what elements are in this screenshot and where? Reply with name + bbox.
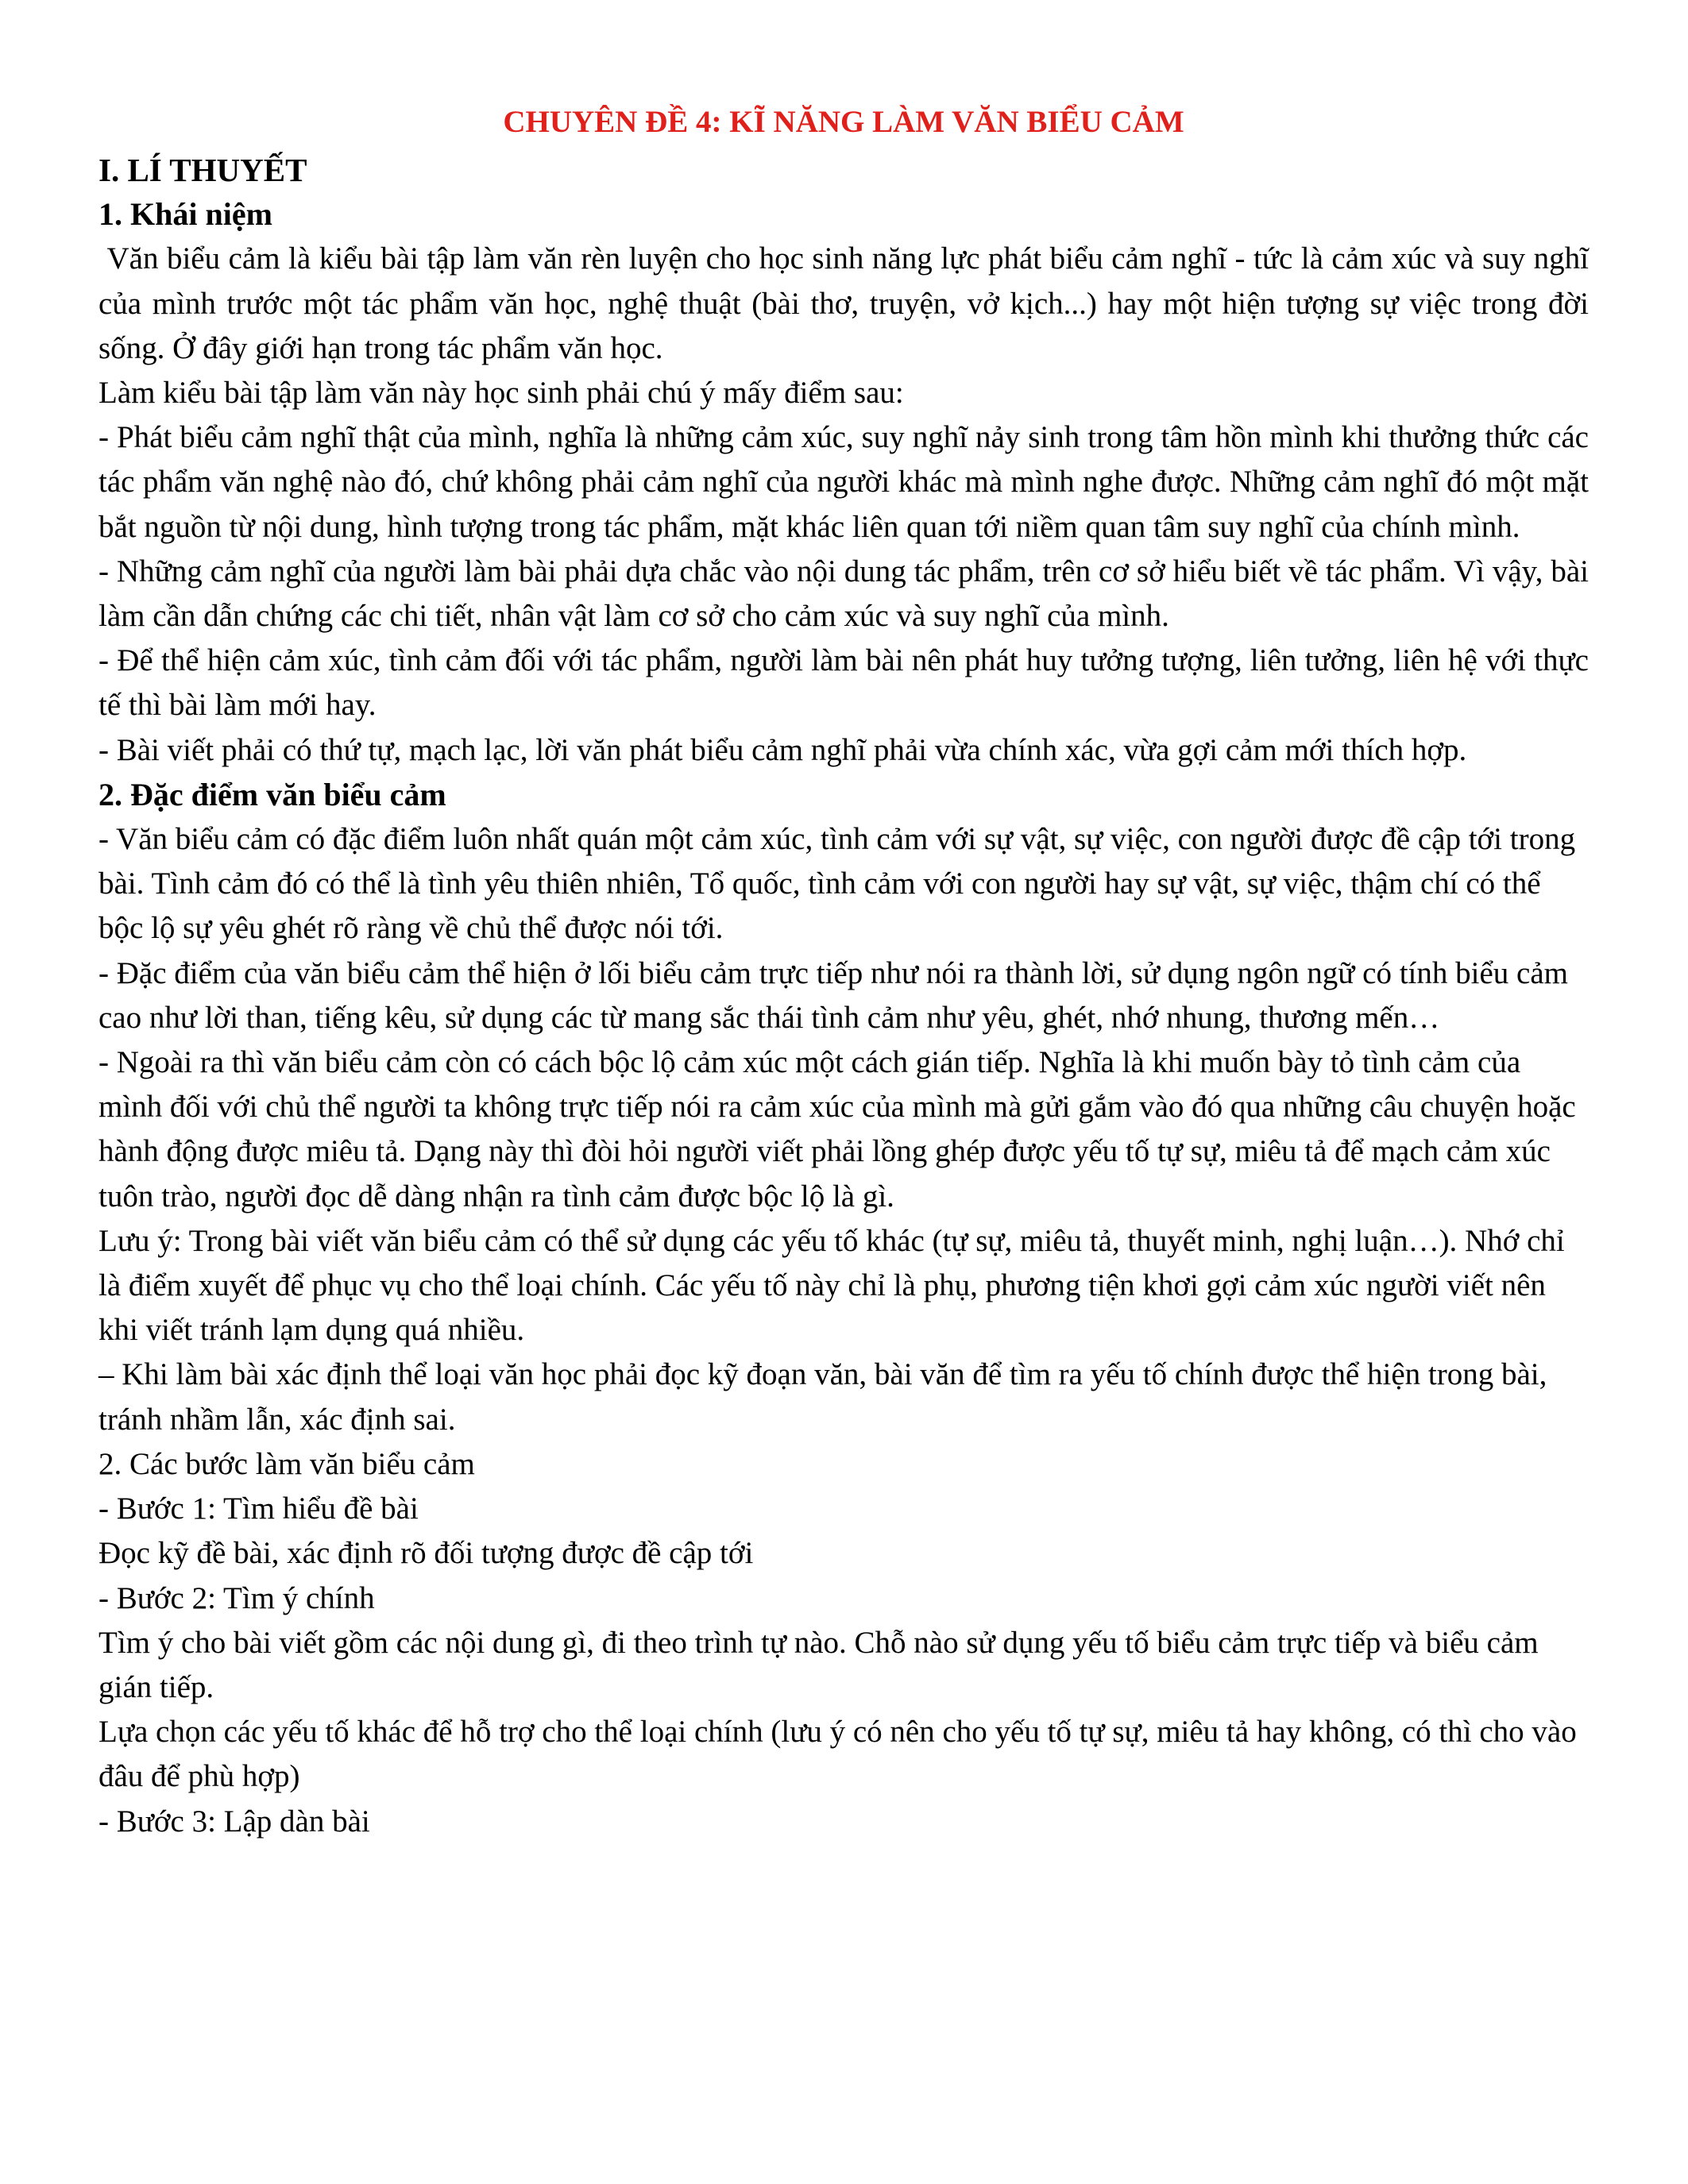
step-1: - Bước 1: Tìm hiểu đề bài (98, 1491, 419, 1526)
step-2: - Bước 2: Tìm ý chính (98, 1580, 375, 1615)
paragraph: - Để thể hiện cảm xúc, tình cảm đối với tác phẩm, người làm bài nên phát huy tưởng tượng, liên tưởng, liên hệ với thực tế thì bài làm mới hay. (98, 643, 1589, 723)
page-title: CHUYÊN ĐỀ 4: KĨ NĂNG LÀM VĂN BIỂU CẢM (503, 105, 1184, 139)
step-3: - Bước 3: Lập dàn bài (98, 1804, 370, 1839)
paragraph: Làm kiểu bài tập làm văn này học sinh phải chú ý mấy điểm sau: (98, 376, 904, 411)
paragraph: - Phát biểu cảm nghĩ thật của mình, nghĩa là những cảm xúc, suy nghĩ nảy sinh trong tâm hồn mình khi thưởng thức các tác phẩm văn nghệ nào đó, chứ không phải cảm nghĩ của người khác mà mình nghe được. Những cảm nghĩ đó một mặt bắt nguồn từ nội dung, hình tượng trong tác phẩm, mặt khác liên quan tới niềm quan tâm suy nghĩ của chính mình. (98, 420, 1589, 544)
paragraph: - Đặc điểm của văn biểu cảm thể hiện ở lối biểu cảm trực tiếp như nói ra thành lời, sử dụng ngôn ngữ có tính biểu cảm cao như lời than, tiếng kêu, sử dụng các từ mang sắc thái tình cảm như yêu, ghét, nhớ nhung, thương mến… (98, 955, 1568, 1035)
section-heading-theory: I. LÍ THUYẾT (98, 152, 307, 188)
subheading-characteristics: 2. Đặc điểm văn biểu cảm (98, 776, 446, 812)
paragraph: - Những cảm nghĩ của người làm bài phải dựa chắc vào nội dung tác phẩm, trên cơ sở hiểu biết về tác phẩm. Vì vậy, bài làm cần dẫn chứng các chi tiết, nhân vật làm cơ sở cho cảm xúc và suy nghĩ của mình. (98, 554, 1589, 634)
paragraph: - Văn biểu cảm có đặc điểm luôn nhất quán một cảm xúc, tình cảm với sự vật, sự việc, con người được đề cập tới trong bài. Tình cảm đó có thể là tình yêu thiên nhiên, Tổ quốc, tình cảm với con người hay sự vật, sự việc, thậm chí có thể bộc lộ sự yêu ghét rõ ràng về chủ thể được nói tới. (98, 822, 1576, 946)
paragraph: - Bài viết phải có thứ tự, mạch lạc, lời văn phát biểu cảm nghĩ phải vừa chính xác, vừa gợi cảm mới thích hợp. (98, 732, 1467, 767)
paragraph: - Ngoài ra thì văn biểu cảm còn có cách bộc lộ cảm xúc một cách gián tiếp. Nghĩa là khi muốn bày tỏ tình cảm của mình đối với chủ thể người ta không trực tiếp nói ra cảm xúc của mình mà gửi gắm vào đó qua những câu chuyện hoặc hành động được miêu tả. Dạng này thì đòi hỏi người viết phải lồng ghép được yếu tố tự sự, miêu tả để mạch cảm xúc tuôn trào, người đọc dễ dàng nhận ra tình cảm được bộc lộ là gì. (98, 1045, 1576, 1214)
subheading-steps: 2. Các bước làm văn biểu cảm (98, 1446, 475, 1481)
subheading-concept: 1. Khái niệm (98, 196, 272, 233)
paragraph: – Khi làm bài xác định thể loại văn học phải đọc kỹ đoạn văn, bài văn để tìm ra yếu tố chính được thể hiện trong bài, tránh nhầm lẫn, xác định sai. (98, 1357, 1547, 1437)
paragraph: Lựa chọn các yếu tố khác để hỗ trợ cho thể loại chính (lưu ý có nên cho yếu tố tự sự, miêu tả hay không, có thì cho vào đâu để phù hợp) (98, 1715, 1577, 1794)
paragraph: Văn biểu cảm là kiểu bài tập làm văn rèn luyện cho học sinh năng lực phát biểu cảm nghĩ - tức là cảm xúc và suy nghĩ của mình trước một tác phẩm văn học, nghệ thuật (bài thơ, truyện, vở kịch...) hay một hiện tượng sự việc trong đời sống. Ở đây giới hạn trong tác phẩm văn học. (98, 241, 1597, 365)
paragraph: Lưu ý: Trong bài viết văn biểu cảm có thể sử dụng các yếu tố khác (tự sự, miêu tả, thuyết minh, nghị luận…). Nhớ chỉ là điểm xuyết để phục vụ cho thể loại chính. Các yếu tố này chỉ là phụ, phương tiện khơi gợi cảm xúc người viết nên khi viết tránh lạm dụng quá nhiều. (98, 1223, 1565, 1348)
paragraph: Tìm ý cho bài viết gồm các nội dung gì, đi theo trình tự nào. Chỗ nào sử dụng yếu tố biểu cảm trực tiếp và biểu cảm gián tiếp. (98, 1625, 1539, 1704)
document-body (98, 97, 1597, 1844)
paragraph: Đọc kỹ đề bài, xác định rõ đối tượng được đề cập tới (98, 1536, 754, 1571)
